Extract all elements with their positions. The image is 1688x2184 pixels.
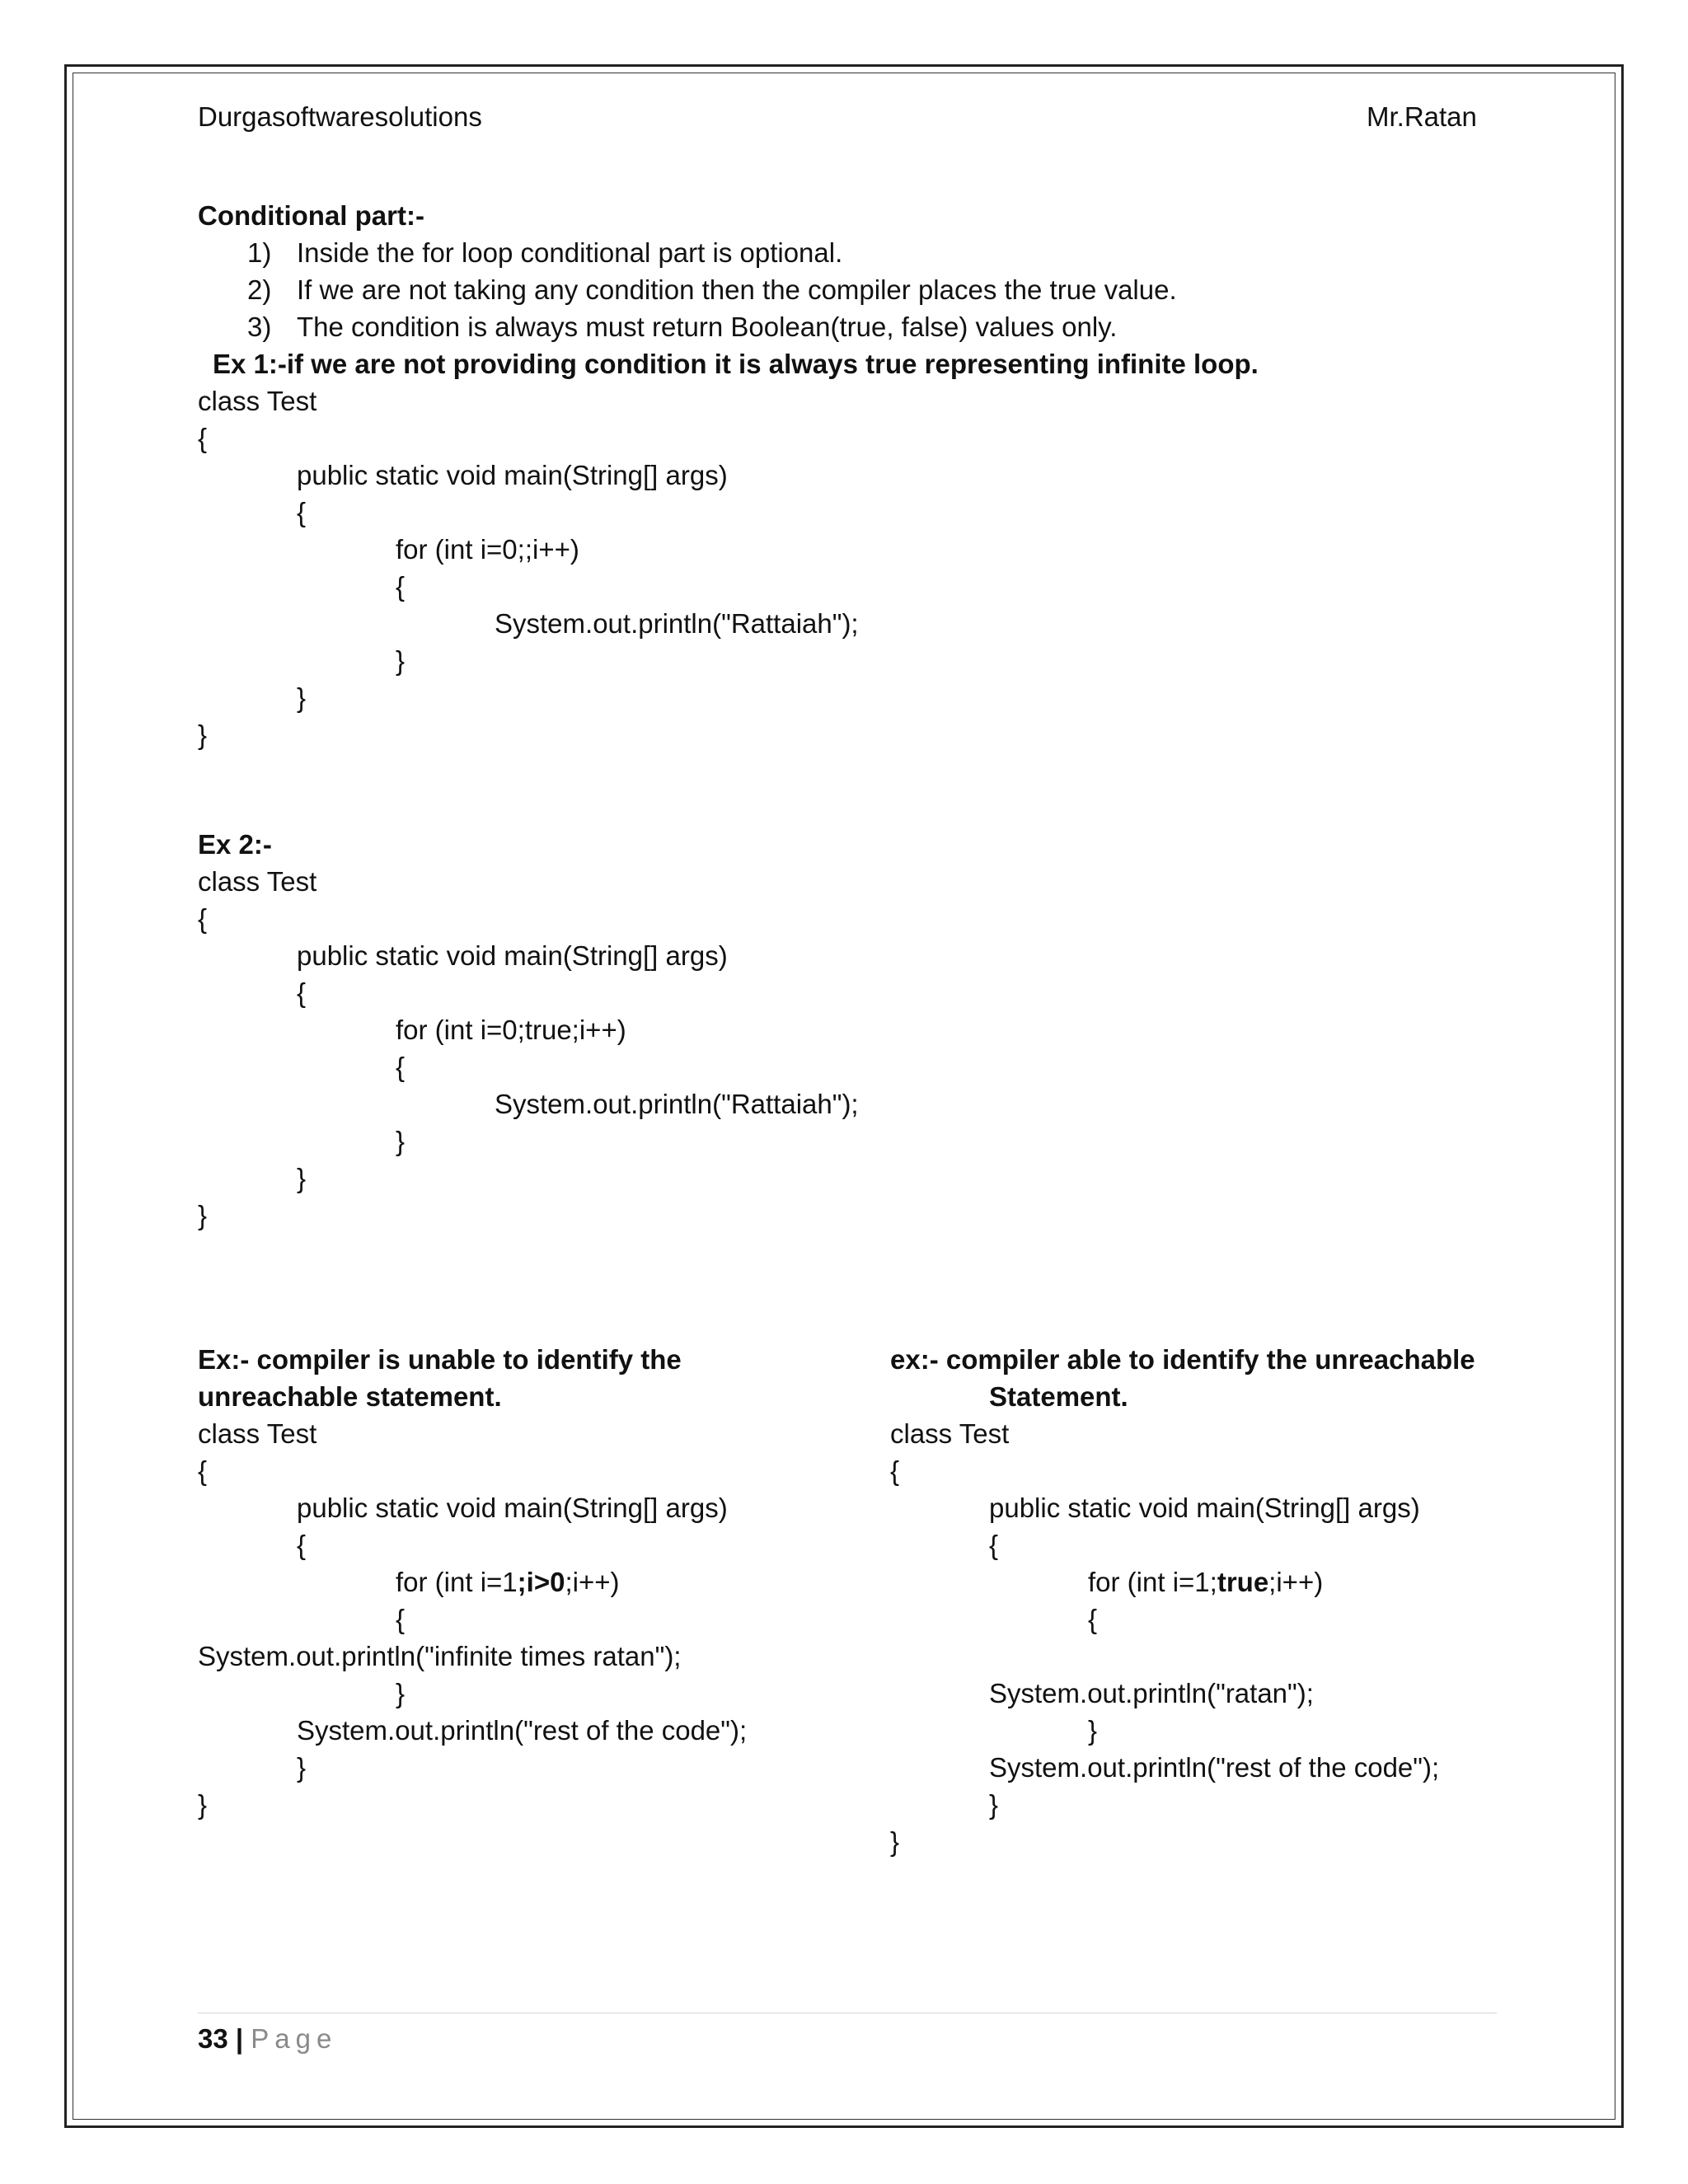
code-line: { xyxy=(396,1604,406,1634)
code-line: } xyxy=(1088,1715,1098,1746)
code-line: { xyxy=(198,1455,208,1486)
rule-number: 2) xyxy=(247,274,272,305)
code-line: } xyxy=(396,1126,406,1156)
code-line: { xyxy=(396,571,406,602)
code-line: } xyxy=(198,1789,208,1820)
code-line: public static void main(String[] args) xyxy=(297,940,728,971)
code-line: { xyxy=(198,903,208,934)
header-right: Mr.Ratan xyxy=(1367,101,1477,132)
code-line: System.out.println("rest of the code"); xyxy=(297,1715,748,1746)
code-fragment: ;i++) xyxy=(565,1567,620,1597)
page-footer xyxy=(198,2021,337,2057)
code-line: System.out.println("rest of the code"); xyxy=(989,1752,1440,1783)
code-line: public static void main(String[] args) xyxy=(297,460,728,490)
code-line: } xyxy=(396,645,406,676)
code-line: } xyxy=(297,1752,307,1783)
example-1-heading: Ex 1:-if we are not providing condition it is always true representing infinite loop. xyxy=(213,349,1259,379)
rule-number: 3) xyxy=(247,312,272,342)
header-left: Durgasoftwaresolutions xyxy=(198,101,482,132)
code-fragment-bold: true xyxy=(1217,1567,1269,1597)
code-fragment: for (int i=1 xyxy=(396,1567,518,1597)
code-line: for (int i=0;;i++) xyxy=(396,534,579,565)
code-line: System.out.println("Rattaiah"); xyxy=(495,1089,859,1119)
code-line: System.out.println("ratan"); xyxy=(989,1678,1314,1708)
code-line: } xyxy=(890,1826,900,1857)
code-line: class Test xyxy=(198,386,317,416)
example-heading: Statement. xyxy=(989,1381,1128,1412)
code-line: { xyxy=(890,1455,900,1486)
code-line: public static void main(String[] args) xyxy=(989,1493,1420,1523)
rule-text: The condition is always must return Boolean(true, false) values only. xyxy=(297,312,1118,342)
code-fragment: ;i++) xyxy=(1268,1567,1324,1597)
code-line: } xyxy=(198,719,208,750)
code-line: { xyxy=(297,497,307,527)
code-line: System.out.println("Rattaiah"); xyxy=(495,608,859,639)
rule-number: 1) xyxy=(247,237,272,268)
page-label: Page xyxy=(251,2023,338,2054)
example-2-heading: Ex 2:- xyxy=(198,829,272,860)
code-line: { xyxy=(198,423,208,453)
page-number: 33 xyxy=(198,2023,228,2054)
example-heading: Ex:- compiler is unable to identify the xyxy=(198,1344,682,1375)
code-line: class Test xyxy=(198,866,317,897)
code-line: } xyxy=(396,1678,406,1708)
code-line: class Test xyxy=(890,1418,1010,1449)
code-line: } xyxy=(989,1789,999,1820)
code-line: { xyxy=(396,1052,406,1082)
section-title: Conditional part:- xyxy=(198,200,424,231)
example-heading: ex:- compiler able to identify the unreachable xyxy=(890,1344,1475,1375)
code-line: System.out.println("infinite times ratan"); xyxy=(198,1641,682,1671)
code-line xyxy=(1088,1564,1323,1601)
code-fragment-bold: ;i>0 xyxy=(517,1567,565,1597)
code-line: { xyxy=(297,1530,307,1560)
code-line: } xyxy=(198,1200,208,1230)
footer-separator: | xyxy=(235,2023,244,2054)
code-line: class Test xyxy=(198,1418,317,1449)
code-line: } xyxy=(297,1163,307,1193)
example-heading: unreachable statement. xyxy=(198,1381,502,1412)
code-line xyxy=(396,1564,620,1601)
code-line: { xyxy=(989,1530,999,1560)
code-line: for (int i=0;true;i++) xyxy=(396,1015,626,1045)
rule-text: If we are not taking any condition then the compiler places the true value. xyxy=(297,274,1177,305)
code-line: } xyxy=(297,682,307,713)
code-line: { xyxy=(1088,1604,1098,1634)
code-line: { xyxy=(297,977,307,1008)
code-fragment: for (int i=1; xyxy=(1088,1567,1217,1597)
rule-text: Inside the for loop conditional part is optional. xyxy=(297,237,843,268)
code-line: public static void main(String[] args) xyxy=(297,1493,728,1523)
